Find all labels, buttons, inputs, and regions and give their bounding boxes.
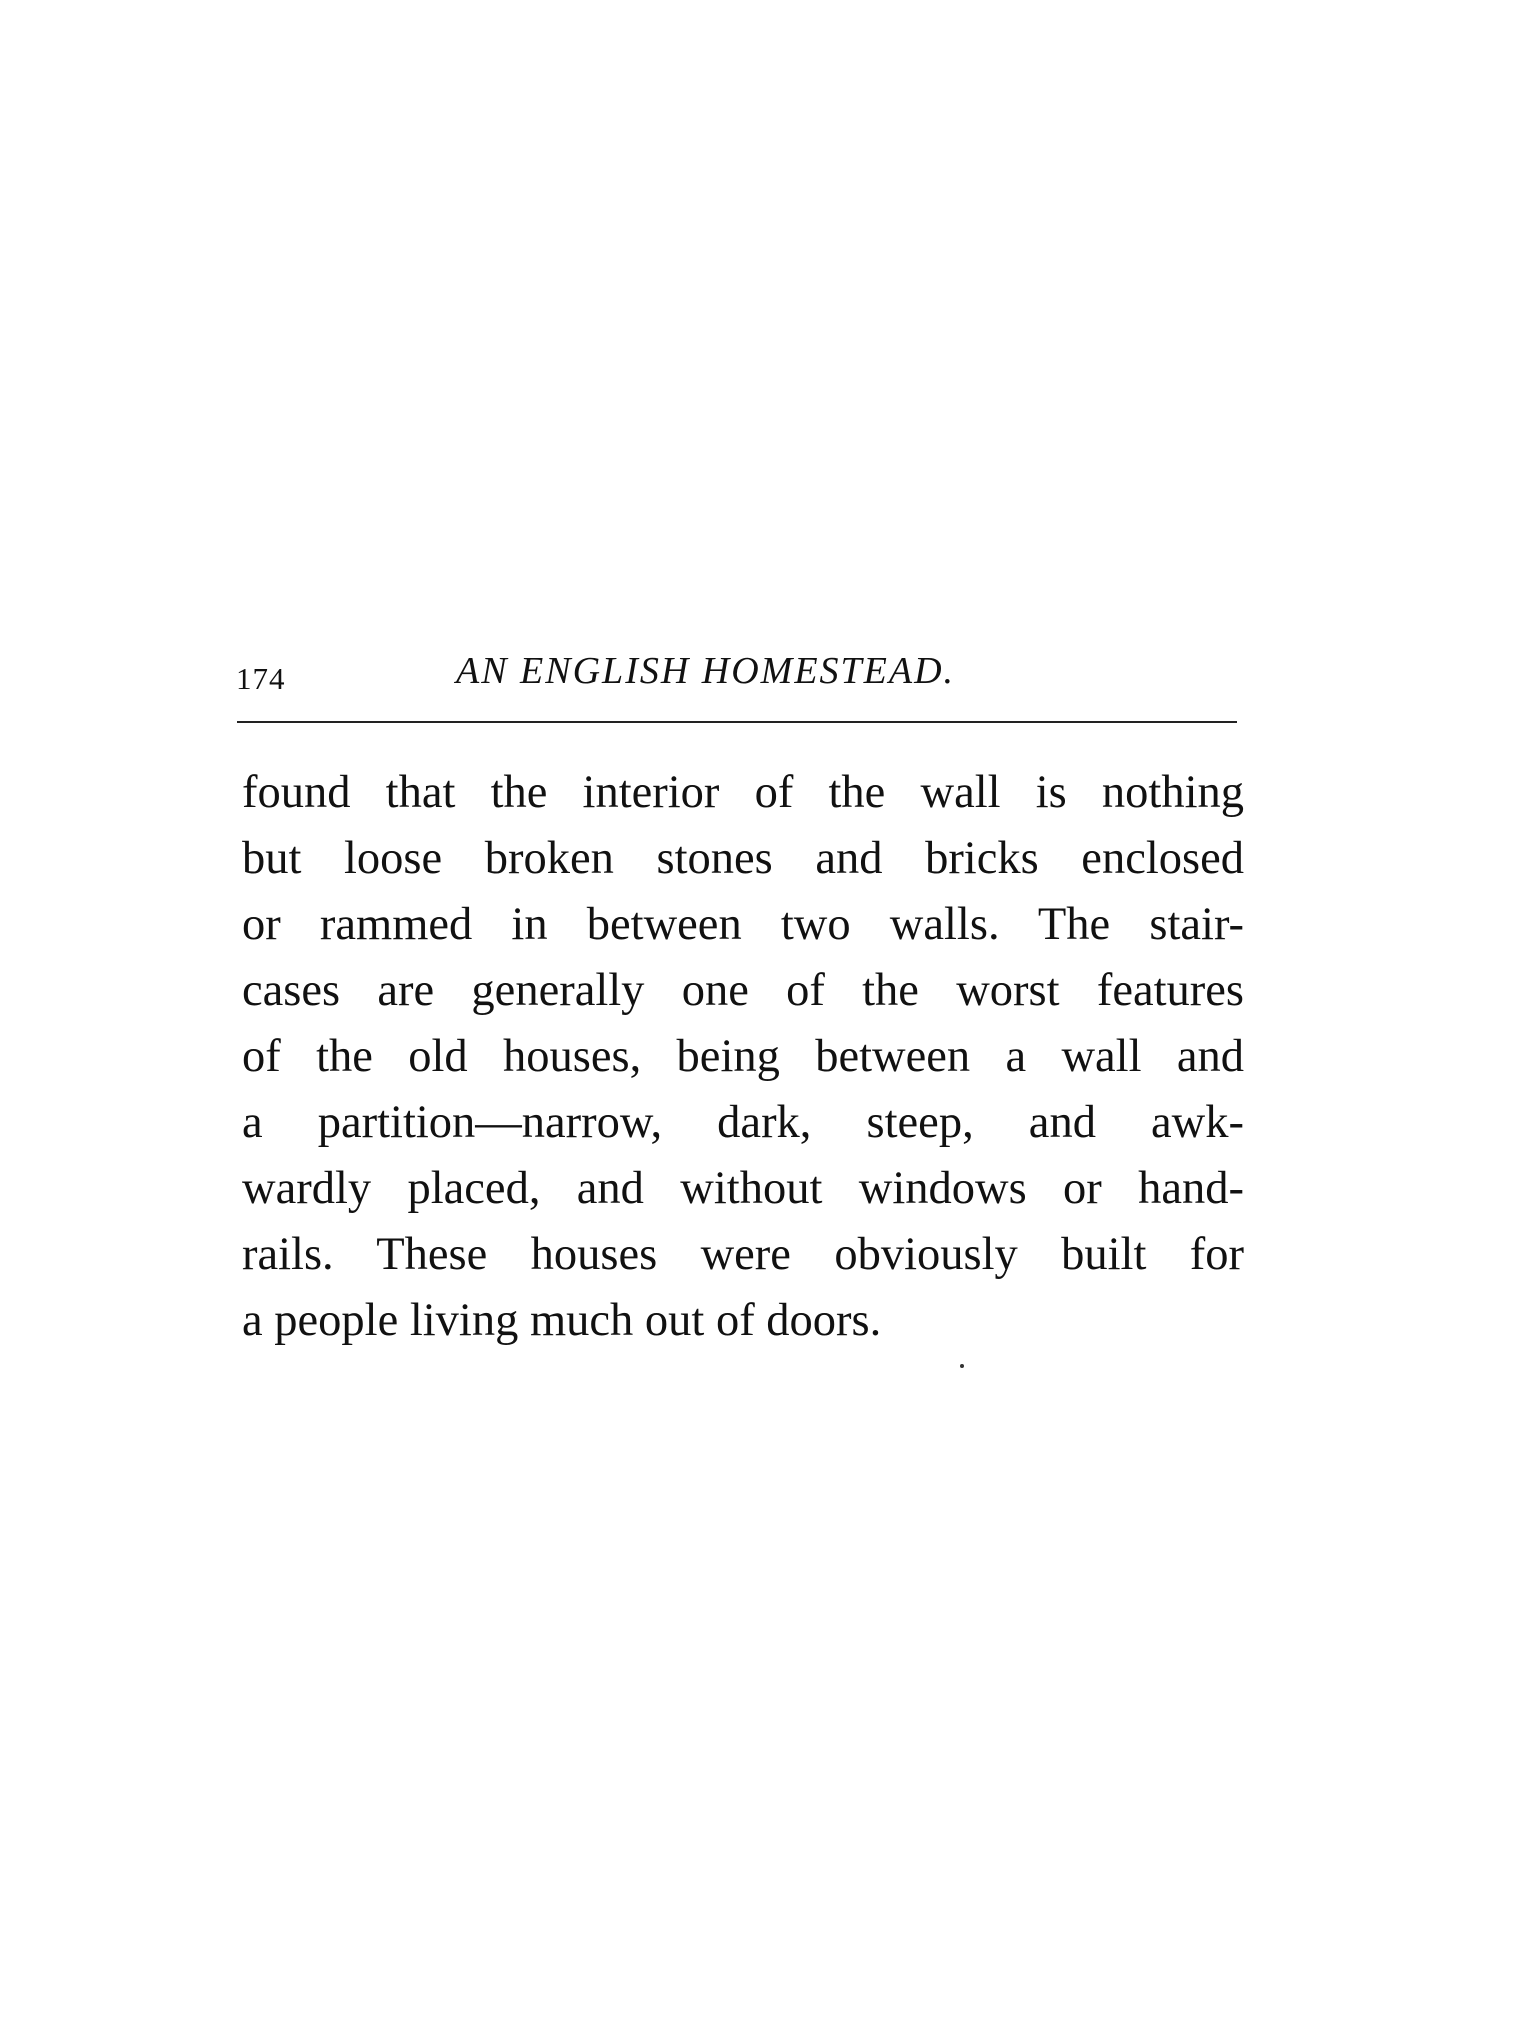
running-head: AN ENGLISH HOMESTEAD. bbox=[456, 650, 956, 692]
text-line: found that the interior of the wall is nothing bbox=[242, 767, 1244, 818]
page-number: 174 bbox=[236, 661, 286, 696]
text-line: a partition—narrow, dark, steep, and awk- bbox=[242, 1097, 1244, 1148]
text-line: cases are generally one of the worst features bbox=[242, 965, 1244, 1016]
text-line: rails. These houses were obviously built for bbox=[242, 1229, 1244, 1280]
body-text bbox=[242, 760, 1262, 1354]
text-line: but loose broken stones and bricks enclosed bbox=[242, 833, 1244, 884]
header-rule bbox=[237, 721, 1237, 723]
text-line: or rammed in between two walls. The stair- bbox=[242, 899, 1244, 950]
text-line: a people living much out of doors. bbox=[242, 1295, 882, 1346]
ink-speck bbox=[960, 1364, 964, 1368]
text-line: of the old houses, being between a wall and bbox=[242, 1031, 1244, 1082]
text-line: wardly placed, and without windows or hand- bbox=[242, 1163, 1244, 1214]
page-header bbox=[236, 641, 1236, 701]
